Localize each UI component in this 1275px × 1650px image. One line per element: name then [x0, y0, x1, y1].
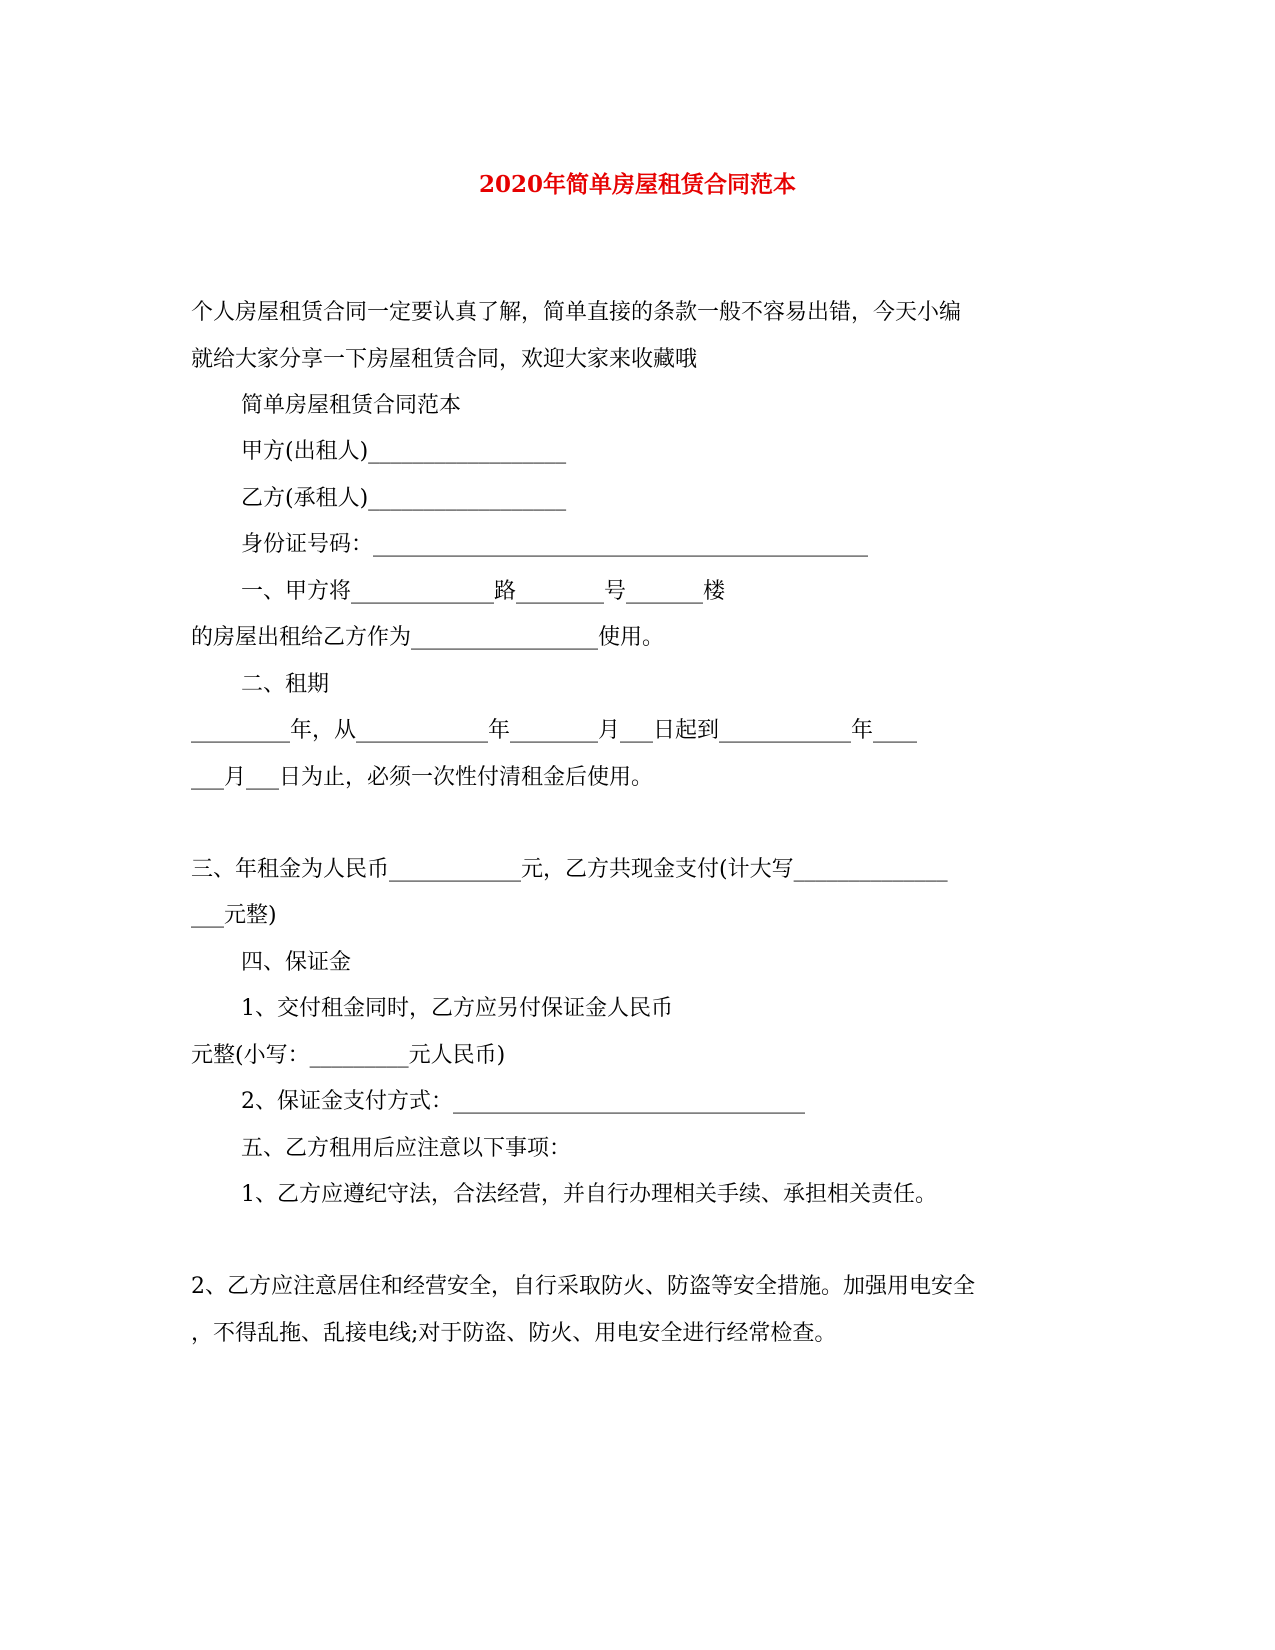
party-a-line: 甲方(出租人)__________________	[241, 439, 567, 464]
deposit-line-2: 元整(小写：_________元人民币)	[191, 1043, 506, 1068]
intro-line-1: 个人房屋租赁合同一定要认真了解，简单直接的条款一般不容易出错，今天小编	[191, 300, 962, 325]
clause-5-item-1: 1、乙方应遵纪守法，合法经营，并自行办理相关手续、承担相关责任。	[241, 1182, 937, 1207]
contract-heading: 简单房屋租赁合同范本	[241, 393, 462, 418]
deposit-line-1: 1、交付租金同时，乙方应另付保证金人民币	[241, 996, 673, 1021]
rent-line-1: 三、年租金为人民币____________元，乙方共现金支付(计大写______________	[191, 857, 948, 882]
document-title: 2020年简单房屋租赁合同范本	[478, 171, 796, 198]
clause-5-item-2-line-2: ，不得乱拖、乱接电线;对于防盗、防火、用电安全进行经常检查。	[191, 1321, 837, 1346]
rent-line-2: ___元整)	[191, 903, 277, 928]
id-number-line: 身份证号码：_____________________________________________	[241, 532, 869, 557]
clause-1-line-2: 的房屋出租给乙方作为_________________使用。	[191, 625, 665, 650]
clause-5-item-2-line-1: 2、乙方应注意居住和经营安全，自行采取防火、防盗等安全措施。加强用电安全	[191, 1274, 975, 1299]
intro-line-2: 就给大家分享一下房屋租赁合同，欢迎大家来收藏哦	[191, 347, 698, 372]
party-b-line: 乙方(承租人)__________________	[241, 486, 567, 511]
clause-4-heading: 四、保证金	[241, 950, 352, 975]
deposit-payment-line: 2、保证金支付方式：________________________________	[241, 1089, 805, 1114]
clause-5-heading: 五、乙方租用后应注意以下事项：	[241, 1136, 572, 1161]
term-line-1: _________年，从____________年________月___日起到____________年____	[191, 718, 918, 743]
clause-2-heading: 二、租期	[241, 672, 330, 697]
clause-1-line-1: 一、甲方将_____________路________号_______楼	[241, 579, 726, 604]
term-line-2: ___月___日为止，必须一次性付清租金后使用。	[191, 765, 654, 790]
